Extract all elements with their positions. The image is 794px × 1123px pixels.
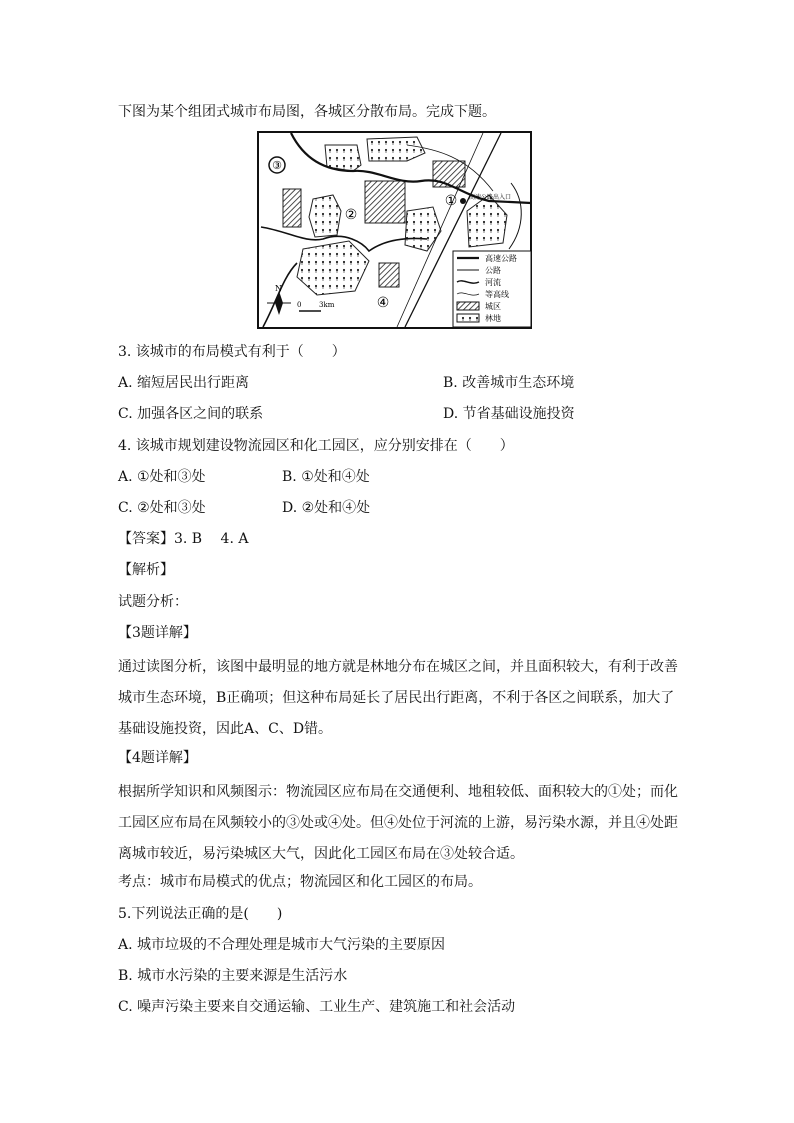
q4-option-d: D. ②处和④处 [282,500,371,516]
analysis-sub: 试题分析： [118,594,188,610]
q4-stem: 4. 该城市规划建设物流园区和化工园区，应分别安排在（ ） [118,438,514,454]
q3-option-a: A. 缩短居民出行距离 [118,375,250,391]
answer-line: 【答案】3. B 4. A [118,531,249,547]
q3-detail-text: 通过读图分析，该图中最明显的地方就是林地分布在城区之间，并且面积较大，有利于改善城市生态环境，B正确项；但这种布局延长了居民出行距离，不利于各区之间联系，加大了基础设施投资，因此A、C、D错。 [118,659,678,737]
city-layout-map [257,131,532,329]
zone-label-1: ① [444,193,458,209]
q4-detail-title: 【4题详解】 [118,750,197,766]
entrance-marker-icon [460,198,466,204]
north-label: N [275,284,282,293]
q4-option-c: C. ②处和③处 [118,500,206,516]
q4-option-b: B. ①处和④处 [282,469,370,485]
q5-option-a: A. 城市垃圾的不合理处理是城市大气污染的主要原因 [118,937,446,953]
legend-expressway: 高速公路 [485,254,517,263]
scale-value: 3km [319,301,335,309]
q3-stem: 3. 该城市的布局模式有利于（ ） [118,344,346,360]
zone-label-3: ③ [272,159,282,172]
analysis-title: 【解析】 [118,562,174,578]
q4-option-a: A. ①处和③处 [118,469,206,485]
legend-road: 公路 [485,266,501,275]
intro-text: 下图为某个组团式城市布局图，各城区分散布局。完成下题。 [118,104,496,120]
q5-option-b: B. 城市水污染的主要来源是生活污水 [118,968,348,984]
q3-option-c: C. 加强各区之间的联系 [118,406,264,422]
scale-zero: 0 [297,301,302,309]
map-legend [453,251,531,327]
legend-forest: 林地 [485,314,501,323]
q3-option-d: D. 节省基础设施投资 [443,406,575,422]
kaodian-text: 考点：城市布局模式的优点；物流园区和化工园区的布局。 [118,874,482,890]
zone-label-4: ④ [376,295,390,311]
q4-detail-text: 根据所学知识和风频图示：物流园区应布局在交通便利、地租较低、面积较大的①处；而化工园区应布局在风频较小的③处或④处。但④处位于河流的上游，易污染水源，并且④处距离城市较近，易污染城区大气，因此化工园区布局在③处较合适。 [118,784,678,862]
q3-option-b: B. 改善城市生态环境 [443,375,575,391]
entrance-label: 高速公路出入口 [469,194,512,201]
q5-stem: 5.下列说法正确的是( ) [118,906,283,922]
legend-river: 河流 [485,278,501,287]
q5-option-c: C. 噪声污染主要来自交通运输、工业生产、建筑施工和社会活动 [118,999,516,1015]
legend-urban: 城区 [485,302,501,311]
legend-contour: 等高线 [485,290,509,299]
q3-detail-title: 【3题详解】 [118,625,197,641]
zone-label-2: ② [344,207,358,223]
